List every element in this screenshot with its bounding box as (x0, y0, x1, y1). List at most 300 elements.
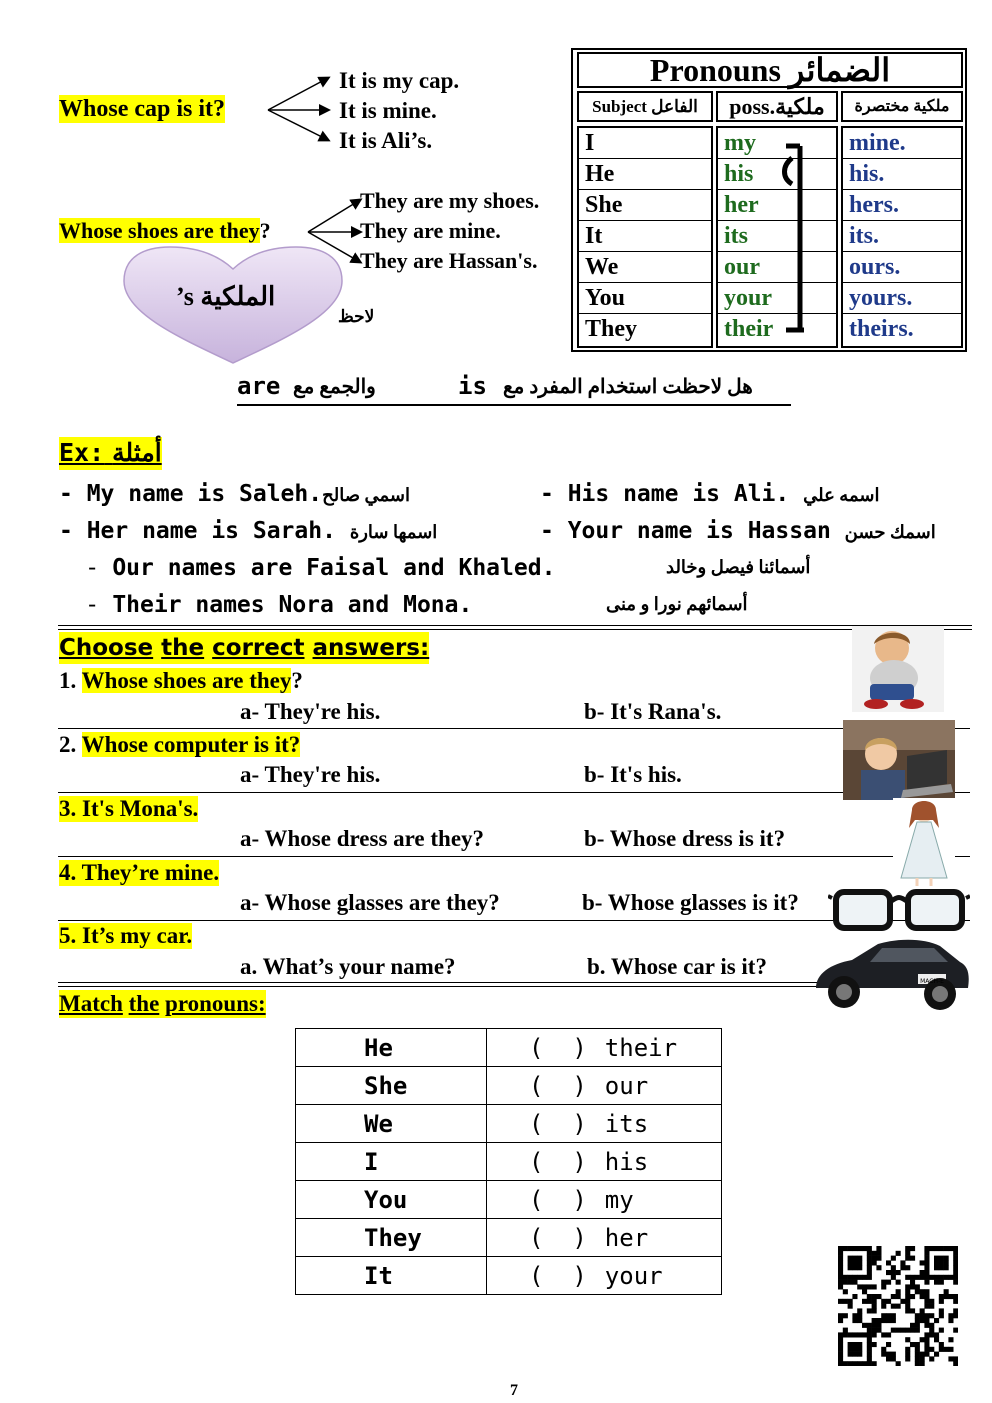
qr-module (924, 1260, 929, 1265)
qr-module (920, 1361, 925, 1366)
possessive-cell: her (718, 190, 836, 221)
question-4-option-b[interactable]: b- Whose glasses is it? (582, 890, 799, 915)
qr-module (852, 1256, 857, 1261)
qr-module (944, 1246, 949, 1251)
example-1: - My name is Saleh.اسمي صالح (59, 481, 410, 507)
qr-module (924, 1270, 929, 1275)
qr-module (862, 1289, 867, 1294)
qr-module (939, 1313, 944, 1318)
qr-module (852, 1294, 857, 1299)
qr-module (876, 1246, 881, 1251)
qr-module (867, 1342, 872, 1347)
qr-module (953, 1256, 958, 1261)
possessive-cell: your (718, 283, 836, 314)
qr-module (876, 1251, 881, 1256)
shoes-answer-2: They are mine. (360, 218, 501, 243)
qr-module (843, 1361, 848, 1366)
qr-module (953, 1308, 958, 1313)
qr-module (876, 1265, 881, 1270)
divider (58, 986, 818, 987)
qr-module (934, 1318, 939, 1323)
short-column (841, 126, 963, 348)
qr-module (934, 1332, 939, 1337)
qr-module (900, 1299, 905, 1304)
qr-module (910, 1280, 915, 1285)
qr-module (929, 1246, 934, 1251)
qr-module (838, 1337, 843, 1342)
qr-module (857, 1275, 862, 1280)
qr-module (852, 1313, 857, 1318)
qr-module (905, 1304, 910, 1309)
qr-module (939, 1265, 944, 1270)
qr-module (920, 1260, 925, 1265)
qr-module (905, 1308, 910, 1313)
short-cell: his. (843, 159, 961, 190)
qr-module (881, 1313, 886, 1318)
question-4-option-a[interactable]: a- Whose glasses are they? (240, 890, 500, 915)
qr-module (867, 1284, 872, 1289)
qr-module (920, 1308, 925, 1313)
subject-cell: He (579, 159, 711, 190)
match-paren[interactable]: ( ) (529, 1147, 587, 1176)
qr-module (881, 1352, 886, 1357)
qr-module (886, 1332, 891, 1337)
qr-module (915, 1289, 920, 1294)
match-paren[interactable]: ( ) (529, 1223, 587, 1252)
car-plate: MACH-E (920, 978, 944, 985)
qr-module (905, 1275, 910, 1280)
qr-module (953, 1313, 958, 1318)
qr-module (944, 1265, 949, 1270)
qr-module (881, 1284, 886, 1289)
qr-module (905, 1289, 910, 1294)
qr-module (924, 1304, 929, 1309)
qr-module (896, 1328, 901, 1333)
qr-module (857, 1352, 862, 1357)
short-cell: hers. (843, 190, 961, 221)
header-subject: Subject الفاعل (577, 91, 713, 122)
question-3-option-a[interactable]: a- Whose dress are they? (240, 826, 485, 851)
qr-module (867, 1256, 872, 1261)
qr-module (953, 1246, 958, 1251)
qr-module (872, 1342, 877, 1347)
qr-module (872, 1284, 877, 1289)
qr-module (867, 1328, 872, 1333)
qr-code-image (838, 1246, 958, 1366)
qr-module (924, 1347, 929, 1352)
qr-module (924, 1342, 929, 1347)
shoes-answer-1: They are my shoes. (360, 188, 540, 213)
qr-module (862, 1323, 867, 1328)
divider (58, 792, 970, 793)
qr-module (920, 1356, 925, 1361)
qr-module (910, 1256, 915, 1261)
qr-module (843, 1289, 848, 1294)
note-arabic-mid: والجمع مع (293, 376, 376, 398)
qr-module (848, 1332, 853, 1337)
qr-module (924, 1246, 929, 1251)
example-5-ar: أسمائنا فيصل وخالد (666, 557, 811, 577)
pronouns-title: Pronouns الضمائر (577, 52, 963, 88)
qr-module (944, 1347, 949, 1352)
qr-module (896, 1361, 901, 1366)
qr-module (838, 1270, 843, 1275)
qr-module (862, 1332, 867, 1337)
qr-module (924, 1280, 929, 1285)
question-1-option-a[interactable]: a- They're his. (240, 699, 381, 724)
qr-module (944, 1260, 949, 1265)
divider (58, 856, 970, 857)
examples-title: Ex: أمثلة (59, 437, 162, 470)
qr-module (924, 1294, 929, 1299)
example-5: - Our names are Faisal and Khaled. (88, 555, 556, 581)
qr-module (848, 1280, 853, 1285)
question-5: 5. It’s my car. (59, 923, 193, 948)
qr-module (953, 1280, 958, 1285)
qr-module (886, 1352, 891, 1357)
qr-module (924, 1337, 929, 1342)
qr-module (886, 1270, 891, 1275)
match-row (296, 1143, 722, 1181)
qr-module (872, 1260, 877, 1265)
match-row (296, 1105, 722, 1143)
qr-module (944, 1289, 949, 1294)
qr-module (953, 1294, 958, 1299)
qr-module (920, 1318, 925, 1323)
match-row (296, 1181, 722, 1219)
qr-module (872, 1332, 877, 1337)
qr-module (920, 1294, 925, 1299)
qr-module (910, 1308, 915, 1313)
qr-module (891, 1294, 896, 1299)
qr-module (843, 1280, 848, 1285)
qr-module (843, 1332, 848, 1337)
cap-answer-2: It is mine. (339, 98, 437, 123)
qr-module (848, 1246, 853, 1251)
qr-module (920, 1275, 925, 1280)
qr-module (924, 1323, 929, 1328)
question-5-option-a[interactable]: a. What’s your name? (240, 954, 456, 979)
qr-module (881, 1304, 886, 1309)
header-short: ملكية مختصرة (841, 91, 963, 122)
subject-column (577, 126, 713, 348)
possessive-cell: my (718, 128, 836, 159)
qr-module (891, 1304, 896, 1309)
subject-cell: We (579, 252, 711, 283)
qr-module (867, 1270, 872, 1275)
match-paren[interactable]: ( ) (529, 1261, 587, 1290)
qr-module (924, 1299, 929, 1304)
boy-shoes-image (852, 626, 944, 712)
qr-module (900, 1260, 905, 1265)
qr-module (944, 1294, 949, 1299)
cap-arrows (266, 72, 346, 152)
qr-module (838, 1352, 843, 1357)
match-right: its (604, 1109, 649, 1138)
qr-module (920, 1352, 925, 1357)
qr-module (896, 1251, 901, 1256)
girl-dress-image (893, 798, 955, 888)
subject-cell: It (579, 221, 711, 252)
q-whose-shoes: Whose shoes are they? (59, 218, 271, 243)
qr-module (872, 1256, 877, 1261)
qr-module (948, 1275, 953, 1280)
qr-module (929, 1328, 934, 1333)
divider (58, 629, 972, 630)
example-6-ar: أسمائهم نورا و منى (606, 594, 748, 614)
qr-module (838, 1251, 843, 1256)
match-left: She (364, 1071, 408, 1100)
possessive-cell: its (718, 221, 836, 252)
qr-module (867, 1308, 872, 1313)
match-left: We (364, 1109, 393, 1138)
qr-module (891, 1270, 896, 1275)
possessive-cell: their (724, 316, 774, 342)
qr-module (886, 1280, 891, 1285)
question-2-option-a[interactable]: a- They're his. (240, 762, 381, 787)
qr-module (872, 1308, 877, 1313)
note-arabic-start: هل لاحظت استخدام المفرد مع (503, 376, 753, 398)
qr-module (929, 1332, 934, 1337)
match-left: I (364, 1147, 379, 1176)
qr-module (920, 1337, 925, 1342)
qr-module (838, 1260, 843, 1265)
match-row (296, 1257, 722, 1295)
qr-module (857, 1313, 862, 1318)
question-5-option-b[interactable]: b. Whose car is it? (587, 954, 767, 979)
subject-cell: They (585, 316, 638, 342)
qr-module (867, 1260, 872, 1265)
bracket-decoration (778, 140, 808, 336)
cap-answer-1: It is my cap. (339, 68, 460, 93)
qr-module (953, 1356, 958, 1361)
qr-module (905, 1251, 910, 1256)
qr-module (915, 1342, 920, 1347)
glasses-image (828, 884, 970, 934)
qr-module (900, 1328, 905, 1333)
qr-module (848, 1347, 853, 1352)
qr-module (838, 1332, 843, 1337)
qr-module (953, 1260, 958, 1265)
qr-module (891, 1265, 896, 1270)
qr-module (876, 1318, 881, 1323)
subject-cell: She (579, 190, 711, 221)
qr-module (939, 1246, 944, 1251)
qr-module (843, 1246, 848, 1251)
qr-module (867, 1323, 872, 1328)
qr-module (910, 1294, 915, 1299)
qr-module (953, 1270, 958, 1275)
match-right: their (604, 1033, 678, 1062)
divider (58, 625, 972, 626)
cap-answer-3: It is Ali’s. (339, 128, 433, 153)
qr-module (838, 1299, 843, 1304)
match-paren[interactable]: ( ) (529, 1109, 587, 1138)
qr-module (910, 1275, 915, 1280)
qr-module (920, 1289, 925, 1294)
note-line (237, 372, 791, 406)
qr-module (939, 1280, 944, 1285)
question-3: 3. It's Mona's. (59, 796, 199, 821)
question-2-option-b[interactable]: b- It's his. (584, 762, 682, 787)
qr-module (852, 1342, 857, 1347)
qr-module (939, 1308, 944, 1313)
header-poss: poss.ملكية (716, 91, 838, 122)
match-row (296, 1219, 722, 1257)
question-3-option-b[interactable]: b- Whose dress is it? (584, 826, 786, 851)
qr-module (843, 1328, 848, 1333)
qr-module (881, 1299, 886, 1304)
qr-module (857, 1246, 862, 1251)
qr-module (896, 1294, 901, 1299)
qr-module (896, 1304, 901, 1309)
qr-module (848, 1304, 853, 1309)
qr-module (867, 1294, 872, 1299)
qr-module (886, 1342, 891, 1347)
short-cell: its. (843, 221, 961, 252)
qr-module (905, 1299, 910, 1304)
qr-module (852, 1361, 857, 1366)
qr-module (905, 1284, 910, 1289)
car-image (808, 930, 972, 1016)
qr-module (905, 1337, 910, 1342)
qr-module (876, 1323, 881, 1328)
match-row (296, 1067, 722, 1105)
qr-module (905, 1352, 910, 1357)
qr-module (867, 1251, 872, 1256)
match-row (296, 1029, 722, 1067)
qr-module (843, 1313, 848, 1318)
qr-module (838, 1246, 843, 1251)
qr-module (915, 1318, 920, 1323)
subject-cell: You (579, 283, 711, 314)
qr-module (872, 1318, 877, 1323)
qr-module (852, 1347, 857, 1352)
qr-module (862, 1299, 867, 1304)
qr-module (867, 1265, 872, 1270)
qr-module (929, 1356, 934, 1361)
possessive-column (716, 126, 838, 348)
qr-module (905, 1294, 910, 1299)
question-1-option-b[interactable]: b- It's Rana's. (584, 699, 722, 724)
qr-module (872, 1323, 877, 1328)
qr-module (862, 1284, 867, 1289)
qr-module (905, 1246, 910, 1251)
qr-module (948, 1313, 953, 1318)
qr-module (948, 1356, 953, 1361)
qr-module (953, 1299, 958, 1304)
qr-module (934, 1260, 939, 1265)
qr-module (852, 1260, 857, 1265)
qr-module (857, 1332, 862, 1337)
qr-module (939, 1299, 944, 1304)
match-paren[interactable]: ( ) (529, 1185, 587, 1214)
qr-module (848, 1256, 853, 1261)
qr-module (924, 1313, 929, 1318)
qr-module (929, 1275, 934, 1280)
note-is: is (458, 372, 487, 400)
qr-module (939, 1260, 944, 1265)
qr-module (857, 1347, 862, 1352)
qr-module (876, 1256, 881, 1261)
qr-module (857, 1256, 862, 1261)
qr-module (876, 1294, 881, 1299)
note-are: are (237, 372, 281, 400)
qr-module (852, 1265, 857, 1270)
qr-module (905, 1265, 910, 1270)
qr-module (867, 1275, 872, 1280)
example-3: - Her name is Sarah. اسمها سارة (59, 518, 438, 544)
qr-module (934, 1337, 939, 1342)
qr-module (939, 1275, 944, 1280)
qr-module (857, 1308, 862, 1313)
qr-module (948, 1246, 953, 1251)
qr-module (886, 1260, 891, 1265)
qr-module (848, 1361, 853, 1366)
example-2: - His name is Ali. اسمه علي (540, 481, 880, 507)
qr-module (948, 1294, 953, 1299)
qr-module (848, 1342, 853, 1347)
qr-module (900, 1265, 905, 1270)
heart-text: ’s الملكية (176, 282, 276, 311)
qr-module (953, 1251, 958, 1256)
qr-module (905, 1328, 910, 1333)
qr-module (848, 1352, 853, 1357)
qr-module (948, 1318, 953, 1323)
match-table (295, 1028, 722, 1295)
qr-module (838, 1275, 843, 1280)
qr-module (915, 1323, 920, 1328)
qr-module (848, 1275, 853, 1280)
subject-cell: I (579, 128, 711, 159)
qr-module (953, 1275, 958, 1280)
qr-module (924, 1256, 929, 1261)
qr-module (915, 1352, 920, 1357)
shoes-answer-3: They are Hassan's. (360, 248, 538, 273)
qr-module (886, 1299, 891, 1304)
qr-module (896, 1289, 901, 1294)
qr-module (934, 1265, 939, 1270)
match-left: They (364, 1223, 422, 1252)
qr-module (929, 1313, 934, 1318)
match-left: He (364, 1033, 393, 1062)
qr-module (934, 1246, 939, 1251)
match-paren[interactable]: ( ) (529, 1071, 587, 1100)
qr-module (857, 1342, 862, 1347)
short-cell: mine. (843, 128, 961, 159)
match-paren[interactable]: ( ) (529, 1033, 587, 1062)
qr-module (920, 1313, 925, 1318)
qr-module (886, 1313, 891, 1318)
qr-module (944, 1256, 949, 1261)
qr-module (848, 1260, 853, 1265)
qr-module (881, 1318, 886, 1323)
qr-module (881, 1280, 886, 1285)
qr-module (838, 1356, 843, 1361)
qr-module (867, 1299, 872, 1304)
qr-module (944, 1275, 949, 1280)
example-6: - Their names Nora and Mona. (88, 592, 473, 618)
qr-module (838, 1313, 843, 1318)
qr-module (867, 1352, 872, 1357)
qr-module (915, 1284, 920, 1289)
qr-module (872, 1299, 877, 1304)
qr-module (924, 1332, 929, 1337)
qr-module (915, 1328, 920, 1333)
qr-module (852, 1275, 857, 1280)
choose-title: Choose the correct answers: (59, 632, 429, 664)
qr-module (838, 1256, 843, 1261)
